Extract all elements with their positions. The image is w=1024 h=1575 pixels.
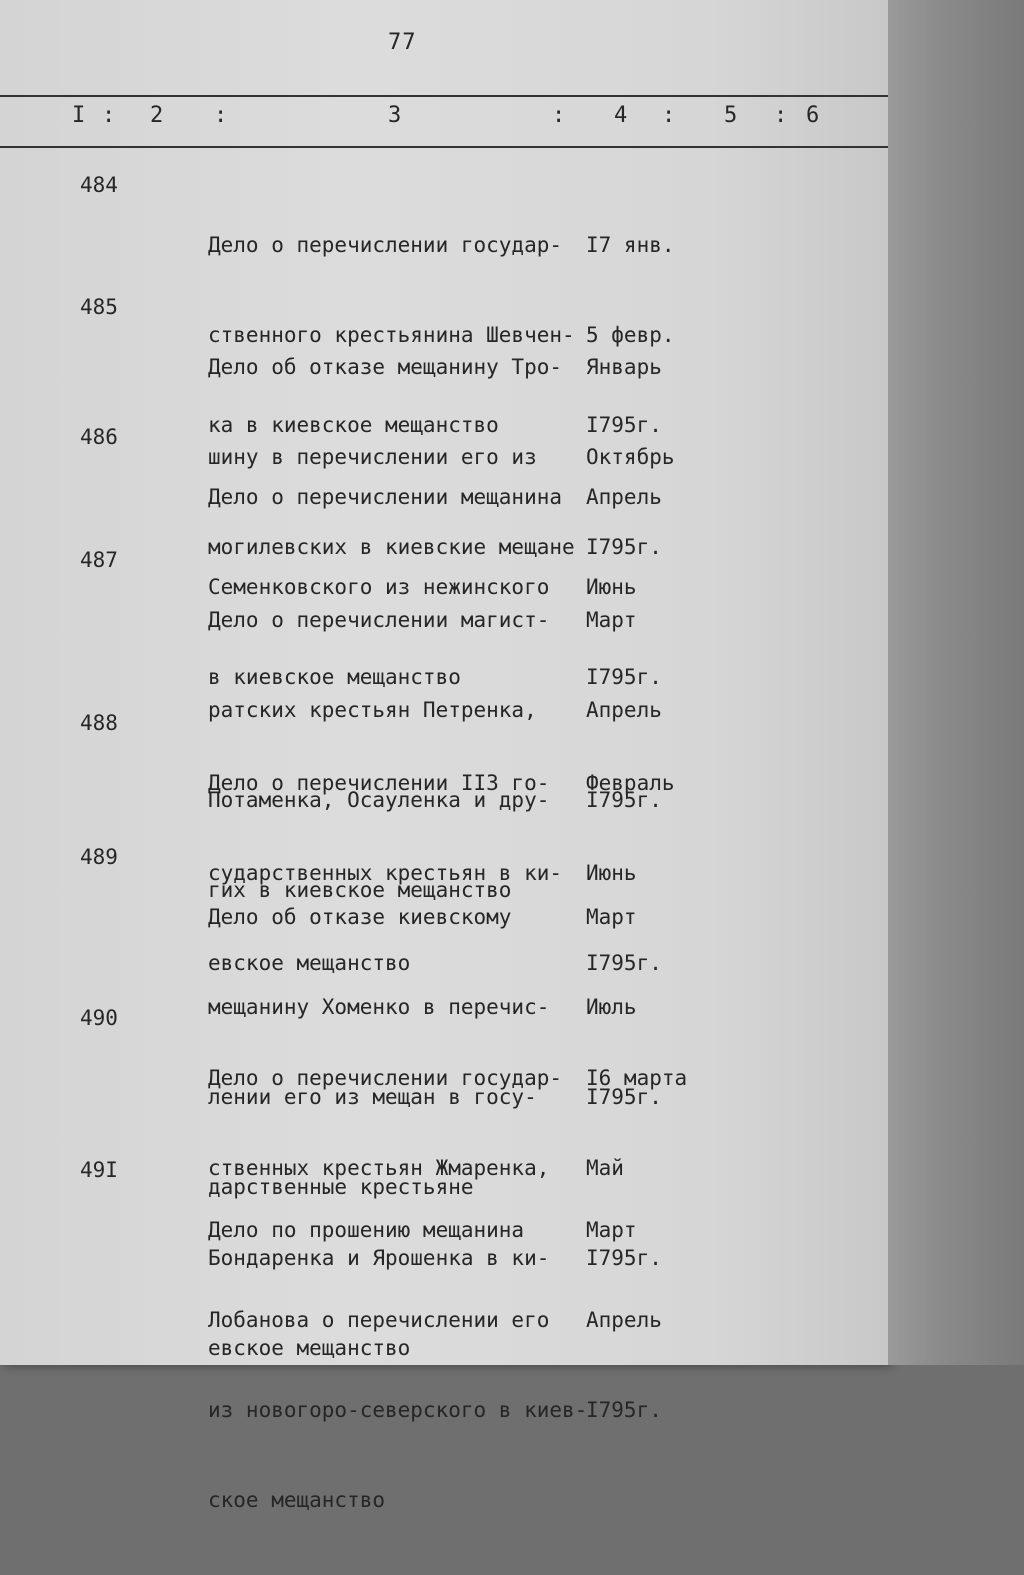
entry-title: Дело об отказе мещанину Тро- шину в перечислении его из могилевских в киевские мещане: [208, 355, 575, 559]
column-separator: :: [102, 103, 116, 128]
entry-number: 484: [80, 173, 118, 197]
entry-dates: Январь Октябрь I795г.: [586, 355, 675, 559]
entry-title: Дело о перечислении II3 го- сударственных крестьян в ки- евское мещанство: [208, 771, 563, 975]
entry-dates: Март Июль I795г.: [586, 905, 662, 1109]
entry-number: 487: [80, 548, 118, 572]
column-separator: :: [552, 103, 566, 128]
column-separator: :: [214, 103, 228, 128]
column-separator: :: [774, 103, 788, 128]
entry-title: Дело по прошению мещанина Лобанова о перечислении его из новогоро-северского в киев- ское мещанство: [208, 1218, 588, 1512]
header-top-rule: [0, 95, 888, 97]
entry-number: 488: [80, 711, 118, 735]
column-header-5: 5: [724, 103, 738, 128]
entry-dates: Март Апрель I795г.: [586, 608, 662, 812]
entry-number: 490: [80, 1006, 118, 1030]
column-header-3: 3: [388, 103, 402, 128]
entry-dates: Апрель Июнь I795г.: [586, 485, 662, 689]
entry-dates: Март Апрель I795г.: [586, 1218, 662, 1422]
entry-title: Дело о перечислении государ- ственных крестьян Жмаренка, Бондаренка и Ярошенка в ки- евское мещанство: [208, 1066, 563, 1360]
column-header-2: 2: [150, 103, 164, 128]
header-bottom-rule: [0, 146, 888, 148]
column-separator: :: [662, 103, 676, 128]
entry-dates: Февраль Июнь I795г.: [586, 771, 675, 975]
entry-number: 49I: [80, 1158, 118, 1182]
entry-title: Дело о перечислении магист- ратских крестьян Петренка, Потаменка, Осауленка и дру- гих в киевское мещанство: [208, 608, 550, 902]
entry-number: 489: [80, 845, 118, 869]
column-header-6: 6: [806, 103, 820, 128]
entry-title: Дело об отказе киевскому мещанину Хоменко в перечис- лении его из мещан в госу- дарственные крестьяне: [208, 905, 550, 1199]
entry-number: 486: [80, 425, 118, 449]
entry-title: Дело о перечислении мещанина Семенковского из нежинского в киевское мещанство: [208, 485, 563, 689]
entry-dates: I7 янв. 5 февр. I795г.: [586, 233, 675, 437]
page-number: 77: [388, 30, 417, 55]
column-header-1: I: [72, 103, 86, 128]
entry-number: 485: [80, 295, 118, 319]
background-sheet: [888, 0, 1024, 1365]
entry-title: Дело о перечислении государ- ственного крестьянина Шевчен- ка в киевское мещанство: [208, 233, 575, 437]
entry-dates: I6 марта Май I795г.: [586, 1066, 688, 1270]
column-header-4: 4: [614, 103, 628, 128]
